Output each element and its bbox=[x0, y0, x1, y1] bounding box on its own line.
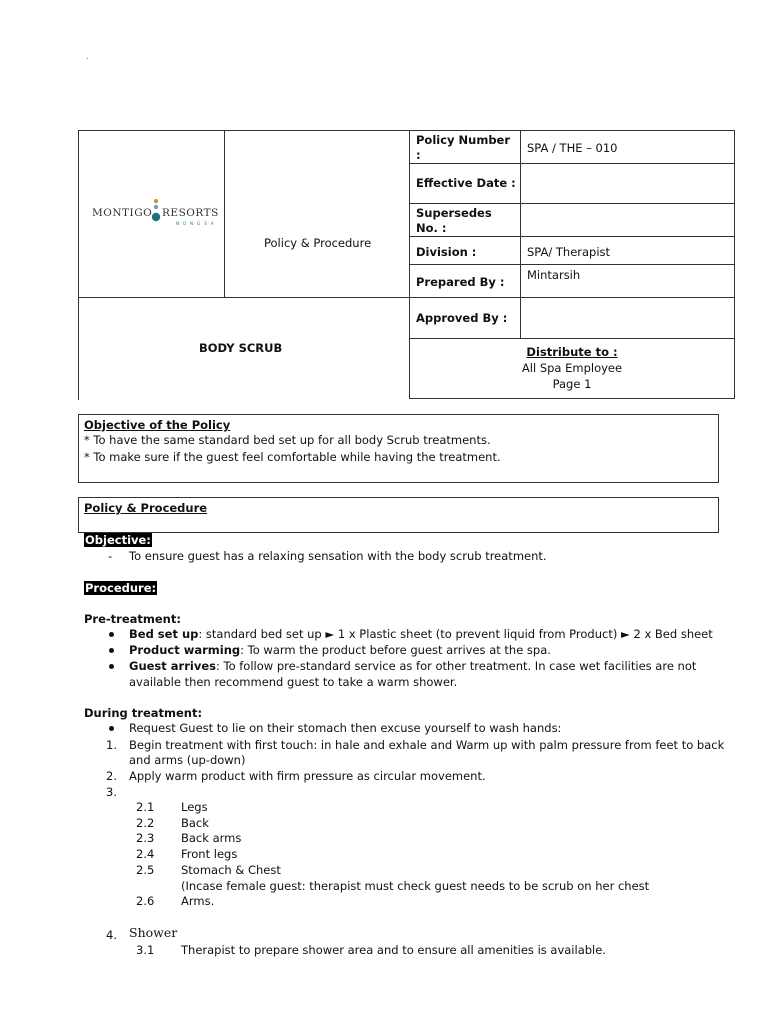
logo-dots-icon bbox=[151, 198, 161, 226]
step-text: Apply warm product with firm pressure as circular movement. bbox=[129, 769, 486, 783]
logo-subtext: NONGSA bbox=[176, 221, 218, 226]
table-row-divider bbox=[409, 236, 735, 237]
page-mark: . bbox=[86, 52, 89, 61]
step-text: Begin treatment with first touch: in hale and exhale and Warm up with palm pressure from feet to back bbox=[129, 738, 725, 752]
sub-step-number: 3.1 bbox=[136, 943, 155, 957]
list-item: Bed set up: standard bed set up ► 1 x Plastic sheet (to prevent liquid from Product) ► 2 x Bed sheet bbox=[129, 627, 713, 641]
logo-name-left: MONTIGO bbox=[92, 207, 153, 219]
table-row-divider bbox=[409, 338, 735, 339]
sub-step-number: 2.2 bbox=[136, 816, 155, 830]
step-number: 3. bbox=[106, 785, 117, 799]
table-row-divider bbox=[409, 264, 735, 265]
page-number: Page 1 bbox=[552, 377, 592, 391]
during-treatment-heading: During treatment: bbox=[84, 706, 203, 720]
step-text-continuation: and arms (up-down) bbox=[129, 753, 246, 767]
supersedes-label: Supersedes No. : bbox=[416, 206, 492, 235]
step-number: 4. bbox=[106, 928, 117, 942]
objective-dash: - bbox=[108, 549, 113, 563]
sub-step-text: Front legs bbox=[181, 847, 238, 861]
table-row-divider bbox=[78, 297, 410, 298]
policy-procedure-label: Policy & Procedure bbox=[264, 236, 372, 250]
step-number: 1. bbox=[106, 738, 117, 752]
sub-step-text: Back arms bbox=[181, 831, 242, 845]
distribute-value: All Spa Employee bbox=[521, 361, 623, 375]
objective-policy-heading: Objective of the Policy bbox=[84, 418, 231, 432]
list-item-continuation: available then recommend guest to take a warm shower. bbox=[129, 675, 458, 689]
table-col-divider bbox=[520, 130, 521, 338]
sub-step-note: (Incase female guest: therapist must check guest needs to be scrub on her chest bbox=[181, 879, 650, 893]
sub-step-number: 2.5 bbox=[136, 863, 155, 877]
pre-treatment-heading: Pre-treatment: bbox=[84, 612, 181, 626]
division-value: SPA/ Therapist bbox=[527, 245, 611, 259]
bullet-icon bbox=[109, 632, 114, 637]
sub-step-number: 2.4 bbox=[136, 847, 155, 861]
policy-procedure-heading: Policy & Procedure bbox=[84, 501, 208, 515]
step-number: 2. bbox=[106, 769, 117, 783]
policy-number-label: Policy Number : bbox=[416, 133, 511, 162]
sub-step-text: Back bbox=[181, 816, 209, 830]
table-row-divider bbox=[409, 163, 735, 164]
prepared-by-label: Prepared By : bbox=[416, 275, 505, 289]
step-text: Shower bbox=[129, 925, 178, 940]
bullet-icon bbox=[109, 726, 114, 731]
policy-number-value: SPA / THE – 010 bbox=[527, 141, 618, 155]
sub-step-text: Therapist to prepare shower area and to ensure all amenities is available. bbox=[181, 943, 606, 957]
sub-step-text: Stomach & Chest bbox=[181, 863, 281, 877]
distribute-label: Distribute to : bbox=[526, 345, 618, 359]
effective-date-label: Effective Date : bbox=[416, 176, 516, 190]
document-title: BODY SCRUB bbox=[199, 341, 283, 355]
table-col-divider bbox=[224, 130, 225, 297]
objective-policy-line: * To have the same standard bed set up for all body Scrub treatments. bbox=[84, 433, 491, 447]
sub-step-number: 2.3 bbox=[136, 831, 155, 845]
table-border-bottom bbox=[409, 398, 735, 399]
sub-step-text: Legs bbox=[181, 800, 208, 814]
sub-step-text: Arms. bbox=[181, 894, 215, 908]
list-item: Guest arrives: To follow pre-standard service as for other treatment. In case wet facilities are not bbox=[129, 659, 697, 673]
sub-step-number: 2.6 bbox=[136, 894, 155, 908]
objective-label: Objective: bbox=[85, 533, 151, 547]
procedure-label: Procedure: bbox=[85, 581, 157, 595]
division-label: Division : bbox=[416, 245, 477, 259]
objective-policy-line: * To make sure if the guest feel comfortable while having the treatment. bbox=[84, 450, 501, 464]
table-row-divider bbox=[409, 297, 735, 298]
bullet-icon bbox=[109, 648, 114, 653]
list-item: Product warming: To warm the product before guest arrives at the spa. bbox=[129, 643, 551, 657]
bullet-icon bbox=[109, 664, 114, 669]
list-item: Request Guest to lie on their stomach then excuse yourself to wash hands: bbox=[129, 721, 562, 735]
prepared-by-value: Mintarsih bbox=[527, 268, 581, 282]
sub-step-number: 2.1 bbox=[136, 800, 155, 814]
logo-name-right: RESORTS bbox=[162, 207, 219, 219]
approved-by-label: Approved By : bbox=[416, 311, 508, 325]
table-border-left bbox=[78, 130, 79, 400]
table-row-divider bbox=[409, 203, 735, 204]
table-border-top bbox=[78, 130, 735, 131]
montigo-resorts-logo bbox=[92, 204, 222, 228]
objective-text: To ensure guest has a relaxing sensation with the body scrub treatment. bbox=[129, 549, 547, 563]
